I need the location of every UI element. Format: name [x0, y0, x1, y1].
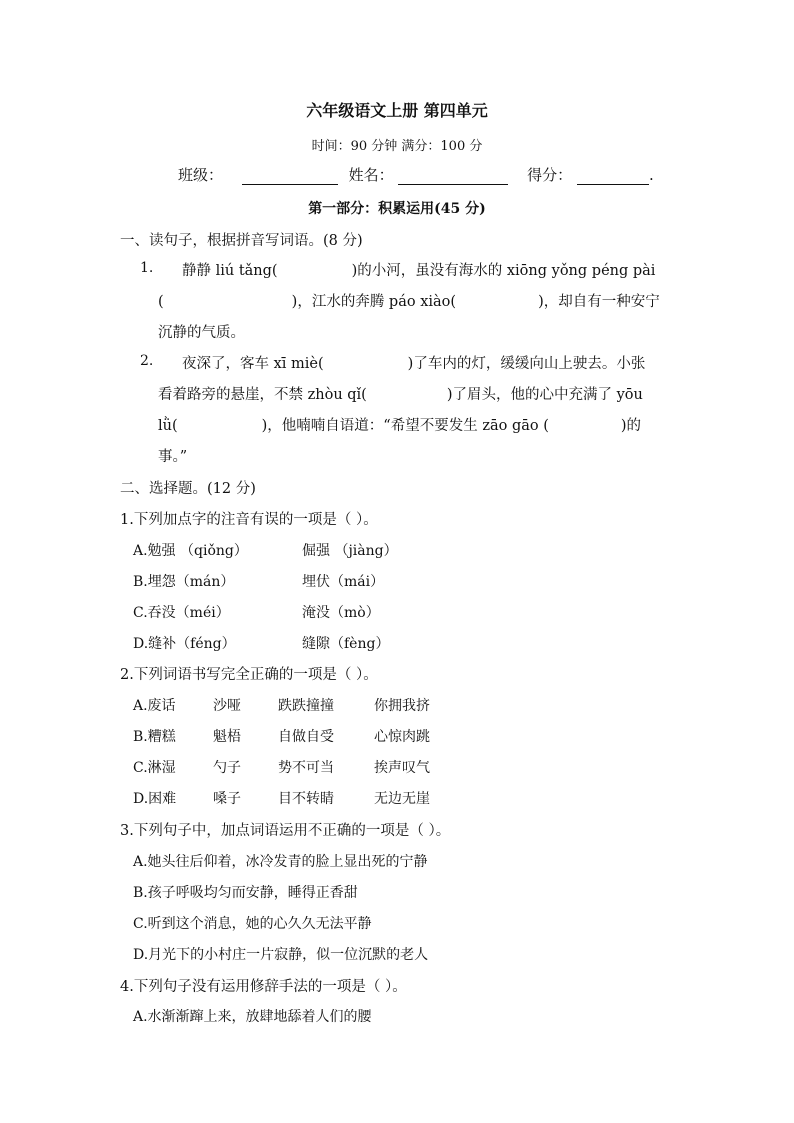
student-info-line: [178, 164, 654, 185]
question-line: 事。”: [158, 449, 188, 465]
end-dot: .: [648, 166, 654, 184]
option-left[interactable]: B.埋怨（mán）: [133, 574, 235, 590]
option-right[interactable]: 倔强 （jiàng）: [302, 543, 398, 559]
option-a[interactable]: A.水渐渐蹿上来，放肆地舔着人们的腰: [133, 1009, 372, 1025]
option-right[interactable]: 淹没（mò）: [302, 605, 380, 621]
question-line: ( )，江水的奔腾 páo xiào( )，却自有一种安宁: [158, 294, 660, 310]
option-right[interactable]: 埋伏（mái）: [302, 574, 385, 590]
question-number: 2.: [140, 353, 154, 369]
name-blank[interactable]: [398, 168, 508, 185]
option-a[interactable]: A.她头往后仰着，冰冷发青的脸上显出死的宁静: [133, 854, 428, 870]
exam-meta: 时间：90 分钟 满分：100 分: [311, 139, 483, 154]
option-left[interactable]: A.勉强 （qiǒng）: [133, 543, 248, 559]
name-label: 姓名：: [348, 166, 394, 184]
class-label: 班级：: [178, 166, 224, 184]
class-blank[interactable]: [242, 168, 338, 185]
question-line: lǜ( )，他喃喃自语道：“希望不要发生 zāo gāo ( )的: [158, 418, 642, 434]
question-line: 沉静的气质。: [158, 325, 245, 341]
question-number: 1.: [140, 260, 154, 276]
section-one-title: 一、读句子，根据拼音写词语。(8 分): [120, 233, 363, 249]
option-left[interactable]: C.吞没（méi）: [133, 605, 230, 621]
question-stem: 2.下列词语书写完全正确的一项是（ ）。: [120, 667, 378, 683]
section-two-title: 二、选择题。(12 分): [120, 481, 256, 497]
score-label: 得分：: [527, 166, 573, 184]
option-b[interactable]: B.孩子呼吸均匀而安静，睡得正香甜: [133, 885, 358, 901]
option-b[interactable]: B.糟糕 魁梧 自做自受 心惊肉跳: [133, 729, 430, 745]
option-d[interactable]: D.月光下的小村庄一片寂静，似一位沉默的老人: [133, 947, 429, 963]
option-a[interactable]: A.废话 沙哑 跌跌撞撞 你拥我挤: [133, 698, 430, 714]
question-stem: 1.下列加点字的注音有误的一项是（ ）。: [120, 512, 378, 528]
question-line: 夜深了，客车 xī miè( )了车内的灯，缓缓向山上驶去。小张: [182, 356, 646, 372]
page-title: 六年级语文上册 第四单元: [306, 101, 488, 120]
question-stem: 3.下列句子中，加点词语运用不正确的一项是（ ）。: [120, 823, 451, 839]
question-stem: 4.下列句子没有运用修辞手法的一项是（ ）。: [120, 979, 407, 995]
option-d[interactable]: D.困难 嗓子 目不转睛 无边无崖: [133, 791, 430, 807]
question-line: 静静 liú tǎng( )的小河，虽没有海水的 xiōng yǒng péng pài: [182, 263, 656, 279]
option-left[interactable]: D.缝补（féng）: [133, 636, 236, 652]
option-right[interactable]: 缝隙（fèng）: [302, 636, 390, 652]
question-line: 看着路旁的悬崖，不禁 zhòu qǐ( )了眉头，他的心中充满了 yōu: [158, 387, 643, 403]
option-c[interactable]: C.听到这个消息，她的心久久无法平静: [133, 916, 372, 932]
option-c[interactable]: C.淋湿 勺子 势不可当 挨声叹气: [133, 760, 430, 776]
part-one-title: 第一部分：积累运用(45 分): [308, 201, 486, 217]
score-blank[interactable]: [577, 168, 649, 185]
